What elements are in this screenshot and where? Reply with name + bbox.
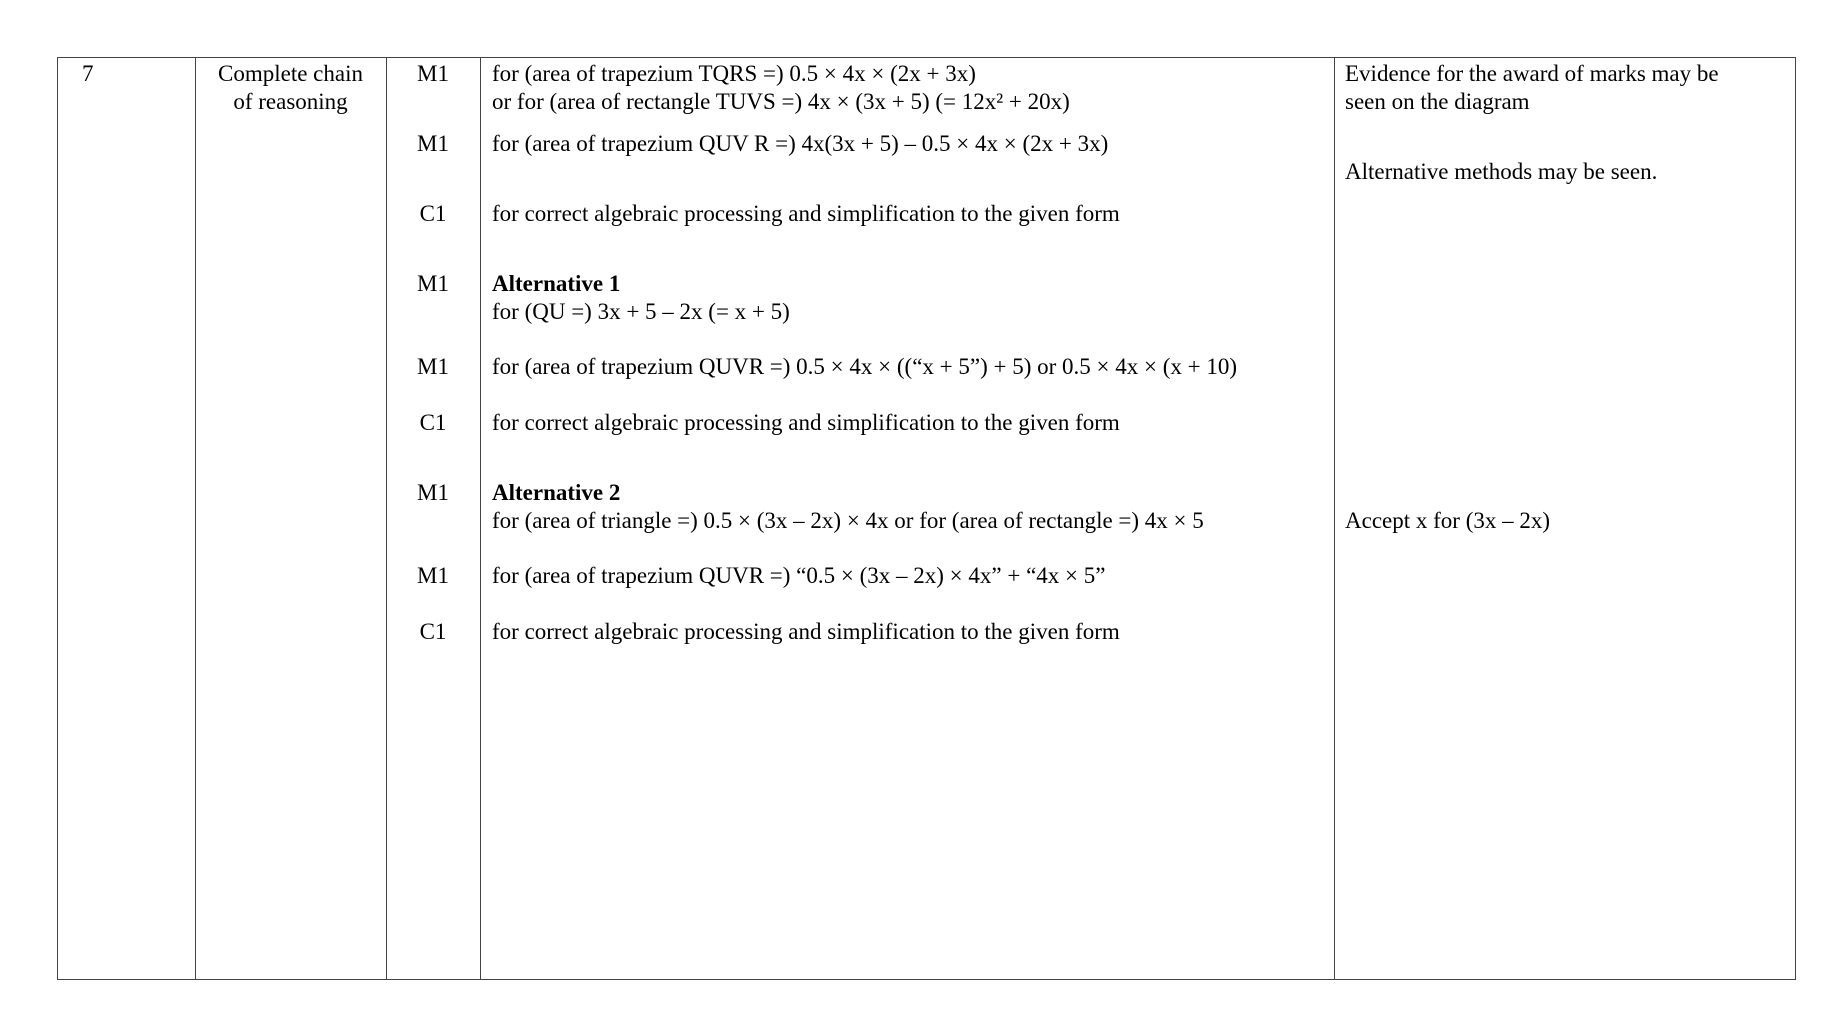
guidance-evidence-line-1: Evidence for the award of marks may be: [1345, 61, 1719, 86]
column-divider: [1334, 58, 1335, 979]
mark-code: C1: [419, 201, 447, 226]
mark-scheme-line-9: for (area of trapezium QUVR =) “0.5 × (3x – 2x) × 4x” + “4x × 5”: [492, 563, 1106, 588]
mark-scheme-line-4: for correct algebraic processing and simplification to the given form: [492, 201, 1120, 226]
mark-code: M1: [417, 563, 449, 588]
mark-scheme-table: [57, 57, 1796, 980]
mark-code: C1: [419, 619, 447, 644]
question-number: 7: [82, 61, 94, 86]
guidance-accept: Accept x for (3x – 2x): [1345, 508, 1551, 533]
mark-code: C1: [419, 410, 447, 435]
answer-line-1: Complete chain: [218, 61, 363, 86]
alternative-2-heading: Alternative 2: [492, 480, 621, 505]
guidance-evidence-line-2: seen on the diagram: [1345, 89, 1530, 114]
column-divider: [480, 58, 481, 979]
mark-scheme-line-6: for (area of trapezium QUVR =) 0.5 × 4x × ((“x + 5”) + 5) or 0.5 × 4x × (x + 10): [492, 354, 1238, 379]
answer-line-2: of reasoning: [233, 89, 348, 114]
mark-scheme-line-5: for (QU =) 3x + 5 – 2x (= x + 5): [492, 299, 790, 324]
mark-code: M1: [417, 354, 449, 379]
column-divider: [386, 58, 387, 979]
mark-code: M1: [417, 271, 449, 296]
mark-scheme-line-1: for (area of trapezium TQRS =) 0.5 × 4x × (2x + 3x): [492, 61, 976, 86]
mark-code: M1: [417, 61, 449, 86]
mark-scheme-line-7: for correct algebraic processing and simplification to the given form: [492, 410, 1120, 435]
guidance-alternative-methods: Alternative methods may be seen.: [1345, 159, 1658, 184]
mark-scheme-line-3: for (area of trapezium QUV R =) 4x(3x + 5) – 0.5 × 4x × (2x + 3x): [492, 131, 1109, 156]
mark-scheme-line-2: or for (area of rectangle TUVS =) 4x × (3x + 5) (= 12x² + 20x): [492, 89, 1070, 114]
mark-code: M1: [417, 480, 449, 505]
mark-scheme-line-10: for correct algebraic processing and simplification to the given form: [492, 619, 1120, 644]
mark-scheme-line-8: for (area of triangle =) 0.5 × (3x – 2x) × 4x or for (area of rectangle =) 4x × 5: [492, 508, 1204, 533]
alternative-1-heading: Alternative 1: [492, 271, 621, 296]
mark-code: M1: [417, 131, 449, 156]
column-divider: [195, 58, 196, 979]
